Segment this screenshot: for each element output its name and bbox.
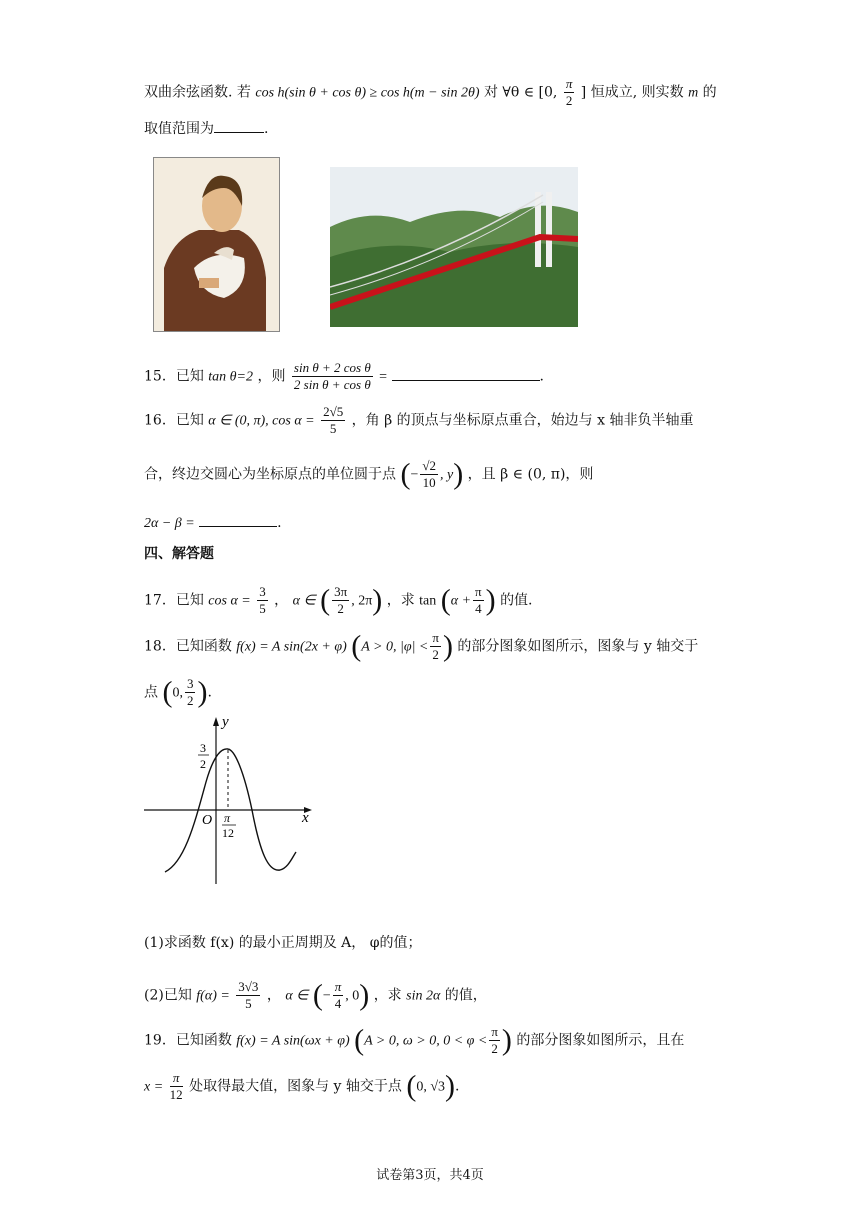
- fraction: $\frac{\pi}{2}$: [565, 76, 573, 108]
- text: tan: [419, 593, 437, 609]
- problem-16-line3: [144, 512, 282, 534]
- y-tick-den: 2: [200, 757, 206, 771]
- fraction: $\frac{√2}{10}$: [422, 458, 436, 490]
- problem-number: 18．已知函数: [144, 638, 232, 655]
- problem-18-line1: 18．已知函数 f(x) = A sin(2x + φ) (A > 0, |φ| < $\frac{\pi}{2}$ ) 的部分图象如图所示，图象与 y 轴交于: [144, 629, 699, 663]
- problem-number: 17．已知: [144, 592, 204, 609]
- problem-18-q1: (1)求函数 f(x) 的最小正周期及 A， φ的值；: [144, 935, 422, 951]
- text: .: [207, 684, 212, 701]
- fraction: $\frac{\pi}{4}$: [334, 979, 342, 1011]
- answer-blank: [214, 118, 264, 133]
- text: ，且 β ∈ (0, π)，则: [467, 466, 594, 483]
- page-footer: 试卷第3页，共4页: [376, 1168, 484, 1183]
- fraction: $\frac{\text{sin θ + 2 cos θ}}{\text{2 sin θ + cos θ}}$: [293, 360, 371, 392]
- fraction: $\frac{3\pi}{2}$: [334, 584, 348, 616]
- fraction: $\frac{\pi}{4}$: [475, 584, 482, 616]
- bridge-illustration: [330, 167, 578, 327]
- text: 的值.: [500, 592, 533, 609]
- text: ，求: [373, 987, 402, 1004]
- fraction: $\frac{3√3}{5}$: [238, 979, 259, 1011]
- bridge-image: [330, 167, 578, 327]
- math-expression: tan θ=2: [208, 369, 253, 385]
- portrait-image: [153, 157, 280, 332]
- text: 合，终边交圆心为坐标原点的单位圆于点: [144, 466, 396, 483]
- fraction: $\frac{\pi}{2}$: [491, 1024, 498, 1056]
- text: −: [410, 467, 419, 483]
- text: ，则: [257, 368, 286, 385]
- text: , y: [440, 467, 454, 483]
- math-expression: sin 2α: [406, 988, 441, 1004]
- math-expression: α ∈: [285, 988, 309, 1004]
- math-expression: α ∈: [292, 593, 316, 609]
- text: (2)已知: [144, 987, 192, 1004]
- text: 对 ∀θ ∈ [0,: [483, 84, 558, 101]
- text: .: [539, 368, 544, 385]
- problem-number: 15．已知: [144, 368, 204, 385]
- math-expression: A > 0, |φ| <: [361, 639, 429, 655]
- fraction: $\frac{\pi}{2}$: [432, 630, 439, 662]
- problem-15: [144, 360, 544, 393]
- portrait-illustration: [154, 158, 279, 331]
- p14-line2: [144, 118, 268, 139]
- text: 0, √3: [416, 1079, 446, 1095]
- text: α +: [450, 593, 472, 609]
- text: 的值，: [444, 987, 487, 1004]
- x-tick-den: 12: [222, 826, 234, 840]
- problem-18-line2: 点 (0, $\frac{3}{2}$ ).: [144, 675, 212, 709]
- math-expression: cos h(sin θ + cos θ) ≥ cos h(m − sin 2θ): [255, 85, 480, 101]
- p14-line1: [144, 76, 717, 109]
- math-expression: f(x) = A sin(ωx + φ): [236, 1033, 350, 1049]
- math-expression: A > 0, ω > 0, 0 < φ <: [364, 1033, 488, 1049]
- text: 点: [144, 684, 158, 701]
- y-tick-num: 3: [200, 741, 206, 755]
- text: =: [379, 369, 388, 385]
- text: ，: [266, 987, 281, 1004]
- x-tick-num: π: [224, 811, 231, 825]
- y-label: y: [222, 714, 229, 730]
- text: 的: [702, 84, 717, 101]
- text: 处取得最大值，图象与 y 轴交于点: [189, 1078, 402, 1095]
- problem-16-line2: 合，终边交圆心为坐标原点的单位圆于点 (− $\frac{√2}{10}$ , y) ，且 β ∈ (0, π)，则: [144, 457, 594, 491]
- answer-blank: [392, 366, 540, 381]
- problem-19-line2: x = $\frac{\pi}{12}$ 处取得最大值，图象与 y 轴交于点 (0, √3).: [144, 1069, 460, 1103]
- problem-18-q2: (2)已知 f(α) = $\frac{3√3}{5}$ ， α ∈ (− $\frac{\pi}{4}$ , 0) ，求 sin 2α 的值，: [144, 978, 487, 1012]
- text: .: [455, 1078, 460, 1095]
- text: 的部分图象如图所示，图象与 y 轴交于: [457, 638, 699, 655]
- fraction: $\frac{\pi}{12}$: [169, 1070, 183, 1102]
- text: 0,: [172, 685, 183, 701]
- math-expression: cos α =: [208, 593, 251, 609]
- text: 双曲余弦函数. 若: [144, 84, 251, 101]
- text: , 2π: [351, 593, 373, 609]
- problem-16-line1: [144, 404, 693, 437]
- answer-blank: [199, 512, 277, 527]
- math-expression: f(α) =: [196, 988, 230, 1004]
- math-expression: f(x) = A sin(2x + φ): [236, 639, 347, 655]
- function-graph: [140, 712, 320, 892]
- problem-number: 16．已知: [144, 412, 204, 429]
- math-var: m: [688, 85, 699, 101]
- text: 的部分图象如图所示，且在: [516, 1032, 685, 1049]
- text: ] 恒成立, 则实数: [580, 84, 684, 101]
- problem-number: 19．已知函数: [144, 1032, 232, 1049]
- y-axis-arrow: [213, 717, 219, 726]
- text: ，: [274, 592, 289, 609]
- math-expression: x =: [144, 1079, 164, 1095]
- problem-17: 17．已知 cos α = $\frac{3}{5}$ ， α ∈ ( $\frac{3\pi}{2}$ , 2π) ，求 tan (α + $\frac{\pi}{4}$ ) 的值.: [144, 583, 533, 617]
- fraction: $\frac{3}{5}$: [259, 584, 266, 616]
- text: .: [264, 121, 269, 137]
- text: 取值范围为: [144, 121, 214, 137]
- text: ，求: [386, 592, 415, 609]
- fraction: $\frac{3}{2}$: [186, 676, 194, 708]
- problem-19-line1: 19．已知函数 f(x) = A sin(ωx + φ) (A > 0, ω > 0, 0 < φ < $\frac{\pi}{2}$ ) 的部分图象如图所示，且在: [144, 1023, 685, 1057]
- text: .: [277, 515, 282, 531]
- section-heading: 四、解答题: [144, 546, 214, 562]
- math-expression: 2α − β =: [144, 516, 195, 531]
- text: ，角 β 的顶点与坐标原点重合，始边与 x 轴非负半轴重: [351, 412, 694, 429]
- fraction: $\frac{2√5}{5}$: [323, 404, 344, 436]
- origin-label: O: [202, 813, 213, 828]
- math-expression: α ∈ (0, π), cos α =: [208, 413, 315, 429]
- x-label: x: [302, 810, 309, 826]
